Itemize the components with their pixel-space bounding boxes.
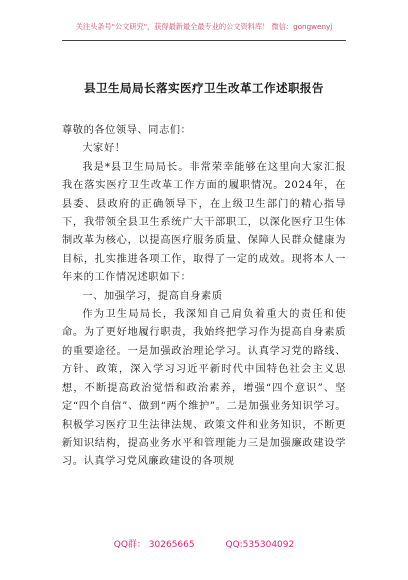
intro-paragraph: 我是*县卫生局局长。非常荣幸能够在这里向大家汇报我在落实医疗卫生改革工作方面的履职情况。2024年，在县委、县政府的正确领导下，在上级卫生部门的精心指导下，我带领全县卫生系统广大干部职工，以深化医疗卫生体制改革为核心，以提高医疗服务质量、保障人民群众健康为目标，扎实推进各项工作，取得了一定的成效。现将本人一年来的工作情况述职如下： (62, 161, 346, 284)
salutation: 尊敬的各位领导、同志们： (62, 125, 192, 136)
footer-qq-group: QQ群： 30265665 (113, 540, 195, 550)
header-promo-note: 关注头条号"公文研究"，获得最新最全最专业的公文资料库！ 微信：gongwenyj (75, 22, 333, 31)
footer-contact (0, 537, 408, 550)
header-divider (62, 40, 346, 41)
section-heading-1: 一、加强学习，提高自身素质 (82, 290, 223, 302)
document-body (62, 122, 346, 472)
section-1-paragraph: 作为卫生局局长，我深知自己肩负着重大的责任和使命。为了更好地履行职责，我始终把学习作为提高自身素质的重要途径。一是加强政治理论学习。认真学习党的路线、方针、政策，深入学习习近平新时代中国特色社会主义思想，不断提高政治觉悟和政治素养，增强“四个意识”、坚定“四个自信”、做到“两个维护”。二是加强业务知识学习。积极学习医疗卫生法律法规、政策文件和业务知识，不断更新知识结构，提高业务水平和管理能力三是加强廉政建设学习。认真学习党风廉政建设的各项规 (62, 309, 346, 468)
document-title: 县卫生局局长落实医疗卫生改革工作述职报告 (84, 81, 324, 95)
footer-qq-number: QQ:535304092 (225, 540, 295, 550)
greeting: 大家好！ (82, 143, 126, 155)
